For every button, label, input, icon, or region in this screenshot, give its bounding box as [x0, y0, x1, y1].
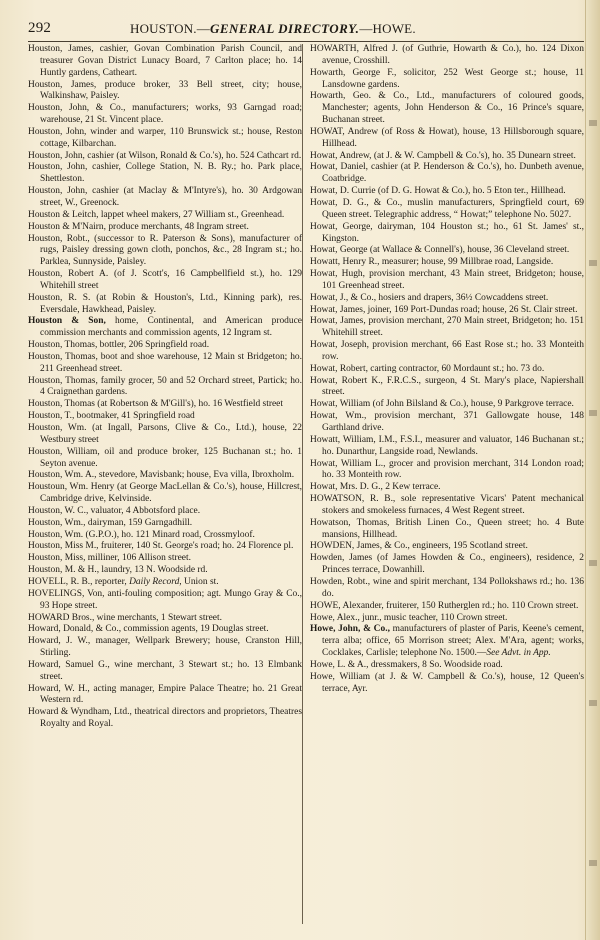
entry-text: Houston & M'Nairn, produce merchants, 48 Ingram street.: [28, 221, 249, 232]
entry-text: Howat, D. Currie (of D. G. Howat & Co.), ho. 5 Eton ter., Hillhead.: [310, 186, 566, 197]
entry-text: Howatt, William, I.M., F.S.I., measurer and valuator, 146 Buchanan st.; ho. Dunarthur, Langside road, Newlands.: [310, 434, 584, 457]
column-divider: [302, 44, 303, 924]
directory-entry: [310, 577, 584, 601]
directory-entry: [28, 423, 302, 447]
directory-entry: [28, 340, 302, 352]
directory-entry: [28, 376, 302, 400]
entry-text: Howard & Wyndham, Ltd., theatrical directors and proprietors, Theatres Royalty and Royal.: [28, 707, 302, 730]
directory-entry: [28, 470, 302, 482]
entry-text: Houston, John, cashier (at Wilson, Ronald & Co.'s), ho. 524 Cathcart rd.: [28, 150, 302, 161]
header-right-name: HOWE.: [372, 21, 416, 36]
directory-entry: [310, 305, 584, 317]
directory-entry: [310, 269, 584, 293]
directory-entry: [310, 127, 584, 151]
entry-text: Houston, Miss M., fruiterer, 140 St. George's road; ho. 24 Florence pl.: [28, 541, 294, 552]
entry-text: Howat, Joseph, provision merchant, 66 East Rose st.; ho. 33 Monteith row.: [310, 340, 584, 362]
entry-text: Houston, John, & Co., manufacturers; works, 93 Garngad road; warehouse, 21 St. Vincent place.: [28, 103, 302, 126]
entry-text: Houston & Leitch, lappet wheel makers, 27 William st., Greenhead.: [28, 209, 285, 220]
directory-entry: [28, 411, 302, 423]
directory-entry: [28, 565, 302, 577]
entry-text: Howat, Mrs. D. G., 2 Kew terrace.: [310, 482, 441, 493]
entry-text: Howat, James, provision merchant, 270 Main street, Bridgeton; ho. 151 Whitehill street.: [310, 316, 584, 339]
directory-entry: [310, 435, 584, 459]
directory-entry: [310, 494, 584, 518]
entry-text: Houston, M. & H., laundry, 13 N. Woodside rd.: [28, 565, 208, 576]
directory-entry: [28, 151, 302, 163]
entry-text: Houston, Robert A. (of J. Scott's, 16 Campbellfield st.), ho. 129 Whitehill street: [28, 269, 302, 291]
directory-entry: [28, 482, 302, 506]
directory-entry: [310, 91, 584, 127]
directory-entry: [310, 411, 584, 435]
entry-text: Houston, Robt., (successor to R. Paterson & Sons), manufacturer of rugs, Paisley dressing gown cloth, ponchos, &c., 28 Ingram st.; ho. Parklea, Sunnyside, Paisley.: [28, 233, 302, 268]
directory-entry: [310, 624, 584, 660]
entry-text: Houston, Wm. (at Ingall, Parsons, Clive & Co., Ltd.), house, 22 Westbury street: [28, 423, 302, 445]
directory-entry: [28, 541, 302, 553]
entry-italic: See Advt. in App.: [486, 648, 551, 659]
directory-entry: [310, 257, 584, 269]
directory-entry: [28, 589, 302, 613]
directory-entry: [28, 316, 302, 340]
entry-text: manufacturers of plaster of Paris, Keene's cement, terra alba; office, 65 Morrison street; Alex. M'Ara, agent; works, Cocklakes, Carlisle; telephone No. 1500.—: [322, 624, 584, 659]
entry-text: HOWATSON, R. B., sole representative Vicars' Patent mechanical stokers and smokeless furnaces, 4 West Regent street.: [310, 494, 584, 516]
entry-text: Houston, W. C., valuator, 4 Abbotsford place.: [28, 505, 201, 516]
entry-text: Howatt, Henry R., measurer; house, 99 Millbrae road, Langside.: [310, 257, 554, 268]
entry-text: Howard, Samuel G., wine merchant, 3 Stewart st.; ho. 13 Elmbank street.: [28, 659, 302, 682]
entry-text: Houston, R. S. (at Robin & Houston's, Ltd., Kinning park), res. Eversdale, Hawkhead, Paisley.: [28, 292, 302, 315]
entry-text: Howarth, George F., solicitor, 252 West George st.; house, 11 Lansdowne gardens.: [310, 67, 584, 90]
directory-entry: [28, 127, 302, 151]
directory-entry: [28, 186, 302, 210]
directory-entry: [28, 660, 302, 684]
directory-entry: [310, 672, 584, 696]
entry-text: Houston, James, produce broker, 33 Bell street, city; house, Walkinshaw, Paisley.: [28, 79, 302, 102]
entry-text: HOVELINGS, Von, anti-fouling composition; agt. Mungo Gray & Co., 93 Hope street.: [28, 588, 302, 611]
header-rule: [28, 41, 584, 42]
directory-entry: [310, 293, 584, 305]
directory-entry: [28, 447, 302, 471]
entry-text: Houston, William, oil and produce broker, 125 Buchanan st.; ho. 1 Seyton avenue.: [28, 446, 302, 469]
entry-text: Howarth, Geo. & Co., Ltd., manufacturers of coloured goods, Manchester; agents, John Henderson & Co., 16 Prince's square, Buchanan street.: [310, 91, 584, 126]
directory-entry: [310, 68, 584, 92]
directory-entry: [310, 399, 584, 411]
entry-text: Houston, Wm. A., stevedore, Mavisbank; house, Eva villa, Ibroxholm.: [28, 470, 295, 481]
entry-text: Howard, W. H., acting manager, Empire Palace Theatre; ho. 21 Great Western rd.: [28, 683, 302, 706]
header-left-name: HOUSTON.: [130, 21, 197, 36]
directory-entry: [310, 660, 584, 672]
directory-entry: [28, 530, 302, 542]
entry-text: Howe, L. & A., dressmakers, 8 So. Woodside road.: [310, 659, 503, 670]
directory-entry: [28, 352, 302, 376]
directory-entry: [28, 613, 302, 625]
directory-entry: [28, 222, 302, 234]
directory-entry: [28, 553, 302, 565]
entry-text: Howat, J., & Co., hosiers and drapers, 36½ Cowcaddens street.: [310, 292, 549, 303]
directory-entry: [28, 624, 302, 636]
entry-text: HOWAT, Andrew (of Ross & Howat), house, 13 Hillsborough square, Hillhead.: [310, 126, 584, 149]
directory-entry: [28, 636, 302, 660]
entry-italic: Daily Record,: [129, 576, 182, 587]
directory-entry: [310, 198, 584, 222]
directory-entry: [310, 44, 584, 68]
page-header: [28, 20, 588, 40]
entry-text: Houston, Wm., dairyman, 159 Garngadhill.: [28, 517, 193, 528]
entry-text: Howat, Hugh, provision merchant, 43 Main street, Bridgeton; house, 101 Greenhead street.: [310, 269, 584, 291]
entry-text: Howe, Alex., junr., music teacher, 110 Crown street.: [310, 612, 508, 623]
entry-text: Houston, Miss, milliner, 106 Allison street.: [28, 553, 191, 564]
directory-entry: [28, 44, 302, 80]
left-column: [28, 44, 302, 731]
directory-entry: [28, 399, 302, 411]
page-edge-binding: [585, 0, 600, 940]
entry-text: home, Continental, and American produce commission merchants and commission agents, 12 Ingram st.: [40, 316, 302, 339]
directory-entry: [310, 518, 584, 542]
entry-text: Howat, George (at Wallace & Connell's), house, 36 Cleveland street.: [310, 245, 570, 256]
header-directory-title: GENERAL DIRECTORY.: [209, 21, 360, 36]
page-number: 292: [28, 20, 52, 36]
entry-text: HOWARD Bros., wine merchants, 1 Stewart street.: [28, 612, 222, 623]
entry-text: Howden, Robt., wine and spirit merchant, 134 Pollokshaws rd.; ho. 136 do.: [310, 576, 584, 599]
entry-text: HOWARTH, Alfred J. (of Guthrie, Howarth & Co.), ho. 124 Dixon avenue, Crosshill.: [310, 44, 584, 66]
entry-text: Howat, Robert K., F.R.C.S., surgeon, 4 St. Mary's place, Napiershall street.: [310, 375, 584, 398]
entry-text: Howat, Daniel, cashier (at P. Henderson & Co.'s), ho. Dunbeth avenue, Coatbridge.: [310, 162, 584, 185]
directory-entry: [28, 518, 302, 530]
directory-entry: [28, 80, 302, 104]
entry-text: Houston, Thomas, family grocer, 50 and 52 Orchard street, Partick; ho. 4 Craignethan gardens.: [28, 375, 302, 398]
directory-entry: [28, 577, 302, 589]
entry-text: Howat, D. G., & Co., muslin manufacturers, Springfield court, 69 Queen street. Telegraphic address, “ Howat;” telephone No. 5027.: [310, 197, 584, 220]
entry-text: Howat, Wm., provision merchant, 371 Gallowgate house, 148 Garthland drive.: [310, 411, 584, 433]
entry-text: Howe, William (at J. & W. Campbell & Co.'s), house, 12 Queen's terrace, Ayr.: [310, 671, 584, 694]
entry-text: HOVELL, R. B., reporter,: [28, 576, 130, 587]
directory-entry: [310, 340, 584, 364]
directory-entry: [310, 541, 584, 553]
directory-entry: [310, 613, 584, 625]
entry-text: Howat, Andrew, (at J. & W. Campbell & Co.'s), ho. 35 Dunearn street.: [310, 150, 576, 161]
directory-entry: [310, 316, 584, 340]
directory-entry: [28, 210, 302, 222]
directory-entry: [28, 162, 302, 186]
entry-text: Howat, George, dairyman, 104 Houston st.; ho., 61 St. James' st., Kingston.: [310, 221, 584, 244]
entry-name-bold: Howe, John, & Co.,: [310, 624, 390, 635]
directory-entry: [310, 222, 584, 246]
right-column: [310, 44, 584, 695]
entry-text: Houston, Thomas, bottler, 206 Springfield road.: [28, 340, 210, 351]
directory-entry: [310, 482, 584, 494]
entry-text: Houston, John, cashier (at Maclay & M'Intyre's), ho. 30 Ardgowan street, W., Greenock.: [28, 186, 302, 208]
entry-text: Howat, Robert, carting contractor, 60 Mordaunt st.; ho. 73 do.: [310, 363, 545, 374]
entry-text: Houston, John, winder and warper, 110 Brunswick st.; house, Reston cottage, Kilbarchan.: [28, 126, 302, 149]
directory-entry: [310, 162, 584, 186]
directory-entry: [28, 293, 302, 317]
entry-text: HOWE, Alexander, fruiterer, 150 Rutherglen rd.; ho. 110 Crown street.: [310, 600, 579, 611]
directory-entry: [310, 601, 584, 613]
directory-entry: [310, 376, 584, 400]
entry-text: Houstoun, Wm. Henry (at George MacLellan & Co.'s), house, Hillcrest, Cambridge drive, Kelvinside.: [28, 482, 302, 505]
entry-text: Houston, Wm. (G.P.O.), ho. 121 Minard road, Crossmyloof.: [28, 529, 255, 540]
directory-entry: [28, 103, 302, 127]
directory-entry: [28, 707, 302, 731]
directory-entry: [310, 245, 584, 257]
directory-entry: [310, 186, 584, 198]
directory-entry: [28, 269, 302, 293]
directory-entry: [310, 459, 584, 483]
entry-text: Howden, James (of James Howden & Co., engineers), residence, 2 Princes terrace, Dowanhill.: [310, 553, 584, 576]
running-header: HOUSTON.—GENERAL DIRECTORY.—HOWE.: [130, 21, 416, 36]
entry-text: Howatson, Thomas, British Linen Co., Queen street; ho. 4 Bute mansions, Hillhead.: [310, 517, 584, 540]
directory-entry: [310, 364, 584, 376]
entry-text: Howat, William (of John Bilsland & Co.), house, 9 Parkgrove terrace.: [310, 399, 574, 410]
entry-name-bold: Houston & Son,: [28, 316, 106, 327]
directory-entry: [310, 553, 584, 577]
entry-text: Howard, J. W., manager, Wellpark Brewery; house, Cranston Hill, Stirling.: [28, 636, 302, 659]
directory-entry: [28, 684, 302, 708]
directory-entry: [310, 151, 584, 163]
entry-text-tail: Union st.: [181, 576, 219, 587]
entry-text: Houston, T., bootmaker, 41 Springfield road: [28, 411, 195, 422]
entry-text: Houston, Thomas, boot and shoe warehouse, 12 Main st Bridgeton; ho. 211 Greenhead street.: [28, 351, 302, 374]
entry-text: Howard, Donald, & Co., commission agents, 19 Douglas street.: [28, 624, 269, 635]
directory-entry: [28, 234, 302, 270]
entry-text: Howat, William L., grocer and provision merchant, 314 London road; ho. 33 Monteith row.: [310, 458, 584, 481]
entry-text: Houston, James, cashier, Govan Combination Parish Council, and treasurer Govan District Lunacy Board, 7 Carlton place; ho. 14 Huntly gardens, Catheart.: [28, 44, 302, 78]
entry-text: Howat, James, joiner, 169 Port-Dundas road; house, 26 St. Clair street.: [310, 304, 578, 315]
entry-text: HOWDEN, James, & Co., engineers, 195 Scotland street.: [310, 541, 528, 552]
entry-text: Houston, Thomas (at Robertson & M'Gill's), ho. 16 Westfield street: [28, 399, 283, 410]
directory-entry: [28, 506, 302, 518]
entry-text: Houston, John, cashier, College Station, N. B. Ry.; ho. Park place, Shettleston.: [28, 162, 302, 185]
